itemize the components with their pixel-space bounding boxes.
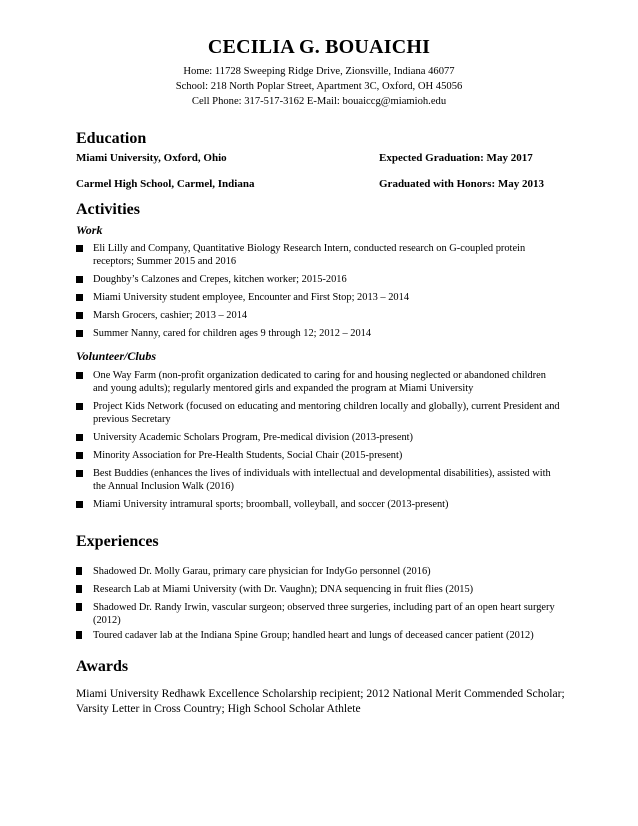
bullet-square-icon [76,501,83,508]
bullet-square-icon [76,312,83,319]
bullet-square-icon [76,294,83,301]
awards-text: Miami University Redhawk Excellence Scholarship recipient; 2012 National Merit Commended Scholar; Varsity Letter in Cross Country; High School Scholar Athlete [76,687,565,715]
bullet-square-icon [76,245,83,252]
education-school-2: Carmel High School, Carmel, Indiana [76,178,255,190]
bullet-square-icon [76,403,83,410]
resume-page: CECILIA G. BOUAICHI Home: 11728 Sweeping Ridge Drive, Zionsville, Indiana 46077 School: 218 North Poplar Street, Apartment 3C, Oxford, OH 45056 Cell Phone: 317-517-3162 E-Mail: bouaiccg@miamioh.edu Education Miami University, Oxford, Ohio Expected Graduation: May 2017 Carmel High School, Carmel, Indiana Graduated with Honors: May 2013 Activities Work Eli Lilly and Company, Quantitative Biology Research Intern, conducted research on G-coupled protein receptors; Summer 2015 and 2016 Doughby’s Calzones and Crepes, kitchen worker; 2015-2016 Miami University student employee, Encounter and First Stop; 2013 – 2014 Marsh Grocers, cashier; 2013 – 2014 Summer Nanny, cared for children ages 9 through 12; 2012 – 2014 Volunteer/Clubs One Way Farm (non-profit organization dedicated to caring for and housing neglected or abandoned children and young adults); regularly mentored girls and expanded the program at Miami University Project Kids Network (focused on educating and mentoring children locally and globally), current President and previous Secretary University Academic Scholars Program, Pre-medical division (2013-present) Minority Association for Pre-Health Students, Social Chair (2015-present) Best Buddies (enhances the lives of individuals with intellectual and developmental disabilities), assisted with the Annual Inclusion Walk (2016) Miami University intramural sports; broomball, volleyball, and soccer (2013-present) Experiences Shadowed Dr. Molly Garau, primary care physician for IndyGo personnel (2016) Research Lab at Miami University (with Dr. Vaughn); DNA sequencing in fruit flies (2015) Shadowed Dr. Randy Irwin, vascular surgeon; observed three surgeries, including part of an open heart surgery (2012) Toured cadaver lab at the Indiana Spine Group; handled heart and lungs of deceased cancer patient (2012) Awards Miami University Redhawk Excellence Scholarship recipient; 2012 National Merit Commended Scholar; Varsity Letter in Cross Country; High School Scholar Athlete [0,0,638,826]
work-subheading: Work [76,223,103,237]
volunteer-subheading: Volunteer/Clubs [76,349,157,363]
home-address: Home: 11728 Sweeping Ridge Drive, Zionsville, Indiana 46077 [183,66,455,77]
awards-heading: Awards [76,658,129,675]
phone-email: Cell Phone: 317-517-3162 E-Mail: bouaiccg@miamioh.edu [191,96,447,107]
bullet-square-icon [76,567,82,575]
bullet-square-icon [76,631,82,639]
bullet-square-icon [76,434,83,441]
education-school-1: Miami University, Oxford, Ohio [76,152,227,164]
bullet-square-icon [76,470,83,477]
education-heading: Education [76,130,147,147]
bullet-square-icon [76,330,83,337]
school-address: School: 218 North Poplar Street, Apartment 3C, Oxford, OH 45056 [175,81,463,92]
bullet-square-icon [76,276,83,283]
education-date-2: Graduated with Honors: May 2013 [379,178,544,190]
education-date-1: Expected Graduation: May 2017 [379,152,533,164]
resume-name: CECILIA G. BOUAICHI [207,36,431,58]
bullet-square-icon [76,372,83,379]
bullet-square-icon [76,603,82,611]
experiences-heading: Experiences [76,533,159,550]
activities-heading: Activities [76,201,140,218]
bullet-square-icon [76,585,82,593]
bullet-square-icon [76,452,83,459]
